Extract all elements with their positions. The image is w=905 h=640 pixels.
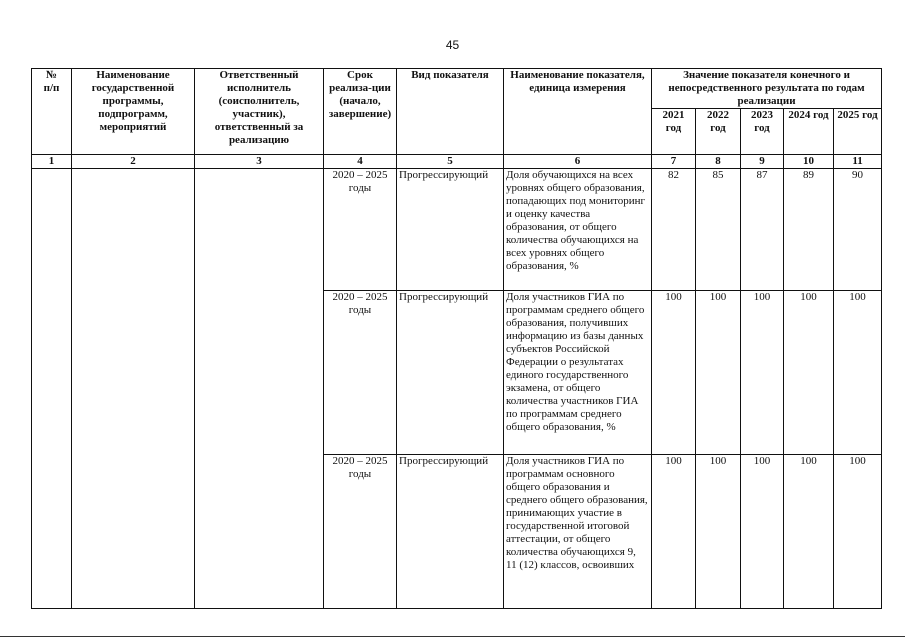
page-bottom-edge [0, 636, 905, 637]
row-value-2024: 89 [784, 169, 834, 291]
row-value-2023: 100 [741, 455, 784, 609]
column-number: 9 [741, 155, 784, 169]
row-value-2025: 100 [834, 291, 882, 455]
indicators-table [31, 68, 882, 609]
row-period: 2020 – 2025 годы [324, 291, 397, 455]
row-value-2022: 100 [696, 455, 741, 609]
row-indicator-type: Прогрессирующий [397, 291, 504, 455]
header-num: № п/п [32, 69, 72, 155]
header-year-2023: 2023 год [741, 109, 784, 155]
column-number: 5 [397, 155, 504, 169]
table-row [32, 169, 882, 291]
column-number: 11 [834, 155, 882, 169]
row-period: 2020 – 2025 годы [324, 455, 397, 609]
header-executor: Ответственный исполнитель (соисполнитель, участник), ответственный за реализацию [195, 69, 324, 155]
column-number: 3 [195, 155, 324, 169]
column-number: 8 [696, 155, 741, 169]
row-indicator-type: Прогрессирующий [397, 455, 504, 609]
header-period: Срок реализа-ции (начало, завершение) [324, 69, 397, 155]
header-indicator-name: Наименование показателя, единица измерения [504, 69, 652, 155]
header-year-2021: 2021 год [652, 109, 696, 155]
column-number: 4 [324, 155, 397, 169]
row-indicator-name: Доля участников ГИА по программам среднего общего образования, получивших информацию из базы данных субъектов Российской Федерации о результатах единого государственного экзамена, от общего количества участников ГИА по программам среднего общего образования, % [504, 291, 652, 455]
header-year-2022: 2022 год [696, 109, 741, 155]
empty-executor-cell [195, 169, 324, 609]
row-value-2024: 100 [784, 455, 834, 609]
row-value-2023: 87 [741, 169, 784, 291]
empty-num-cell [32, 169, 72, 609]
column-number: 1 [32, 155, 72, 169]
row-value-2025: 90 [834, 169, 882, 291]
row-value-2025: 100 [834, 455, 882, 609]
column-numbers-row [32, 155, 882, 169]
header-values-group: Значение показателя конечного и непосредственного результата по годам реализации [652, 69, 882, 109]
row-value-2022: 85 [696, 169, 741, 291]
column-number: 2 [72, 155, 195, 169]
row-value-2021: 82 [652, 169, 696, 291]
row-value-2021: 100 [652, 291, 696, 455]
header-program-name: Наименование государственной программы, подпрограмм, мероприятий [72, 69, 195, 155]
column-number: 10 [784, 155, 834, 169]
column-number: 7 [652, 155, 696, 169]
row-value-2021: 100 [652, 455, 696, 609]
row-indicator-name: Доля обучающихся на всех уровнях общего образования, попадающих под мониторинг и оценку качества образования, от общего количества обучающихся на всех уровнях общего образования, % [504, 169, 652, 291]
row-indicator-type: Прогрессирующий [397, 169, 504, 291]
row-value-2024: 100 [784, 291, 834, 455]
empty-program-cell [72, 169, 195, 609]
header-year-2025: 2025 год [834, 109, 882, 155]
header-year-2024: 2024 год [784, 109, 834, 155]
row-indicator-name: Доля участников ГИА по программам основного общего образования и среднего общего образования, принимающих участие в государственной итоговой аттестации, от общего количества обучающихся 9, 11 (12) классов, освоивших [504, 455, 652, 609]
header-indicator-type: Вид показателя [397, 69, 504, 155]
row-period: 2020 – 2025 годы [324, 169, 397, 291]
row-value-2023: 100 [741, 291, 784, 455]
page-number: 45 [445, 38, 460, 52]
column-number: 6 [504, 155, 652, 169]
row-value-2022: 100 [696, 291, 741, 455]
